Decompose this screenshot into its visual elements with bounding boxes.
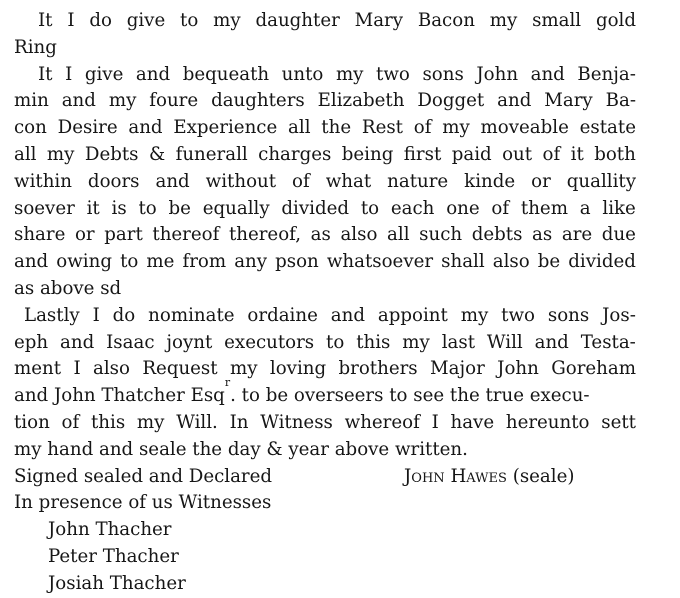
word: my xyxy=(335,63,364,85)
word: first xyxy=(403,143,442,165)
word: of xyxy=(491,197,510,219)
word: daughters xyxy=(211,90,305,112)
word: soever xyxy=(14,197,75,219)
word: as xyxy=(310,224,331,246)
word: estate xyxy=(579,117,636,139)
word: Major xyxy=(430,358,485,380)
word: charges xyxy=(258,143,332,165)
word: sett xyxy=(601,411,636,433)
word: daughter xyxy=(255,10,340,31)
word: Ba- xyxy=(605,90,636,112)
word: eph xyxy=(14,331,49,353)
text-line xyxy=(14,330,636,357)
word: be xyxy=(537,251,561,273)
word: out xyxy=(502,143,533,165)
word: without xyxy=(205,170,277,192)
word: bequeath xyxy=(182,63,270,85)
text-line xyxy=(14,142,636,169)
word: give xyxy=(84,63,124,85)
word: sons xyxy=(547,304,590,326)
word: equally xyxy=(202,197,270,219)
word: Desire xyxy=(57,117,118,139)
will-text xyxy=(14,8,636,598)
text-line xyxy=(14,222,636,249)
text-line: Ring xyxy=(14,36,57,58)
word: I xyxy=(67,10,75,31)
word: pson xyxy=(275,251,319,273)
word: nominate xyxy=(148,304,235,326)
word: gold xyxy=(595,10,636,31)
word: Request xyxy=(142,358,218,380)
word: Dogget xyxy=(417,90,485,112)
word: Isaac xyxy=(106,331,155,353)
word: and xyxy=(330,304,365,326)
word: small xyxy=(532,10,582,31)
word: due xyxy=(601,224,636,246)
word: share xyxy=(14,224,66,246)
word: all xyxy=(14,143,37,165)
word: like xyxy=(602,197,636,219)
word: or xyxy=(531,170,551,192)
text-line xyxy=(14,62,636,89)
word: and xyxy=(497,90,532,112)
word: It xyxy=(38,63,53,85)
word: a xyxy=(579,197,591,219)
word: me xyxy=(146,251,175,273)
word: debts xyxy=(471,224,523,246)
word: and xyxy=(534,331,569,353)
word: part xyxy=(104,224,143,246)
word: Experience xyxy=(173,117,278,139)
word: thereof xyxy=(152,224,220,246)
word: Witness xyxy=(260,411,333,433)
word: this xyxy=(356,331,391,353)
word: one xyxy=(446,197,480,219)
word: to xyxy=(120,251,139,273)
text-line-part: . to be overseers to see the true execu- xyxy=(230,385,590,407)
word: within xyxy=(14,170,72,192)
word: joynt xyxy=(166,331,213,353)
word: John xyxy=(497,358,539,380)
word: I xyxy=(92,304,100,326)
word: have xyxy=(450,411,495,433)
word: to xyxy=(326,331,345,353)
text-line xyxy=(14,410,636,437)
word: con xyxy=(14,117,47,139)
word: min xyxy=(14,90,49,112)
word: Mary xyxy=(544,90,593,112)
word: Jos- xyxy=(602,304,636,326)
word: all xyxy=(288,117,311,139)
word: and xyxy=(128,117,163,139)
word: unto xyxy=(281,63,324,85)
word: In xyxy=(229,411,249,433)
word: John xyxy=(476,63,519,85)
word: Bacon xyxy=(417,10,475,31)
word: of xyxy=(292,170,310,192)
word: also xyxy=(93,358,130,380)
word: what xyxy=(325,170,372,192)
word: two xyxy=(376,63,410,85)
word: kinde xyxy=(464,170,516,192)
text-line: my hand and seale the day & year above written. xyxy=(14,438,468,460)
word: divided xyxy=(281,197,350,219)
word: any xyxy=(234,251,268,273)
text-line-part: and John Thatcher Esq xyxy=(14,385,225,407)
word: executors xyxy=(224,331,315,353)
word: my xyxy=(229,358,258,380)
word: also xyxy=(340,224,378,246)
word: Elizabeth xyxy=(317,90,405,112)
word: Lastly xyxy=(24,304,80,326)
word: sons xyxy=(422,63,464,85)
word: and xyxy=(14,251,49,273)
text-line xyxy=(14,303,636,330)
word: doors xyxy=(87,170,140,192)
word: this xyxy=(90,411,126,433)
word: owing xyxy=(56,251,112,273)
word: to xyxy=(138,197,157,219)
word: to xyxy=(360,197,380,219)
word: give xyxy=(126,10,166,31)
word: two xyxy=(501,304,535,326)
text-line xyxy=(14,169,636,196)
word: Will xyxy=(486,331,523,353)
signature-line xyxy=(14,464,636,491)
word: I xyxy=(65,63,73,85)
testator-signature xyxy=(404,464,574,491)
word: is xyxy=(111,197,127,219)
word: I xyxy=(73,358,81,380)
word: the xyxy=(321,117,352,139)
word: them xyxy=(520,197,568,219)
word: funerall xyxy=(175,143,248,165)
word: both xyxy=(594,143,636,165)
signed-declared-label: Signed sealed and Declared xyxy=(14,465,273,487)
word: whatsoever xyxy=(326,251,434,273)
word: divided xyxy=(568,251,636,273)
word: my xyxy=(489,10,518,31)
word: Mary xyxy=(354,10,404,31)
word: my xyxy=(136,411,165,433)
word: Rest xyxy=(361,117,403,139)
word: and xyxy=(60,331,95,353)
word: ment xyxy=(14,358,62,380)
word: such xyxy=(419,224,463,246)
word: of xyxy=(61,411,80,433)
word: I xyxy=(431,411,439,433)
word: last xyxy=(441,331,476,353)
word: whereof xyxy=(344,411,420,433)
word: it xyxy=(570,143,584,165)
word: my xyxy=(108,90,137,112)
text-line: as above sd xyxy=(14,277,122,299)
text-line xyxy=(14,196,636,223)
word: it xyxy=(86,197,100,219)
word: do xyxy=(89,10,112,31)
word: Testa- xyxy=(580,331,636,353)
word: also xyxy=(492,251,530,273)
text-line xyxy=(14,376,636,410)
word: each xyxy=(390,197,435,219)
word: foure xyxy=(149,90,199,112)
word: my xyxy=(442,117,470,139)
word: are xyxy=(561,224,593,246)
word: of xyxy=(542,143,561,165)
word: loving xyxy=(269,358,327,380)
witness-heading: In presence of us Witnesses xyxy=(14,492,272,514)
witness-name: Peter Thacher xyxy=(48,545,179,567)
word: my xyxy=(402,331,430,353)
word: be xyxy=(168,197,191,219)
word: shall xyxy=(441,251,485,273)
word: or xyxy=(74,224,95,246)
word: moveable xyxy=(480,117,569,139)
word: to xyxy=(180,10,199,31)
superscript: r xyxy=(224,376,231,390)
text-line xyxy=(14,88,636,115)
word: quallity xyxy=(566,170,636,192)
word: Will. xyxy=(176,411,218,433)
text-line xyxy=(14,249,636,276)
word: from xyxy=(182,251,227,273)
word: my xyxy=(46,143,75,165)
word: and xyxy=(530,63,565,85)
word: brothers xyxy=(338,358,418,380)
text-line xyxy=(14,356,636,383)
word: tion xyxy=(14,411,50,433)
word: It xyxy=(38,10,53,31)
word: my xyxy=(460,304,489,326)
word: and xyxy=(61,90,96,112)
word: thereof, xyxy=(228,224,302,246)
word: ordaine xyxy=(247,304,318,326)
word: do xyxy=(112,304,136,326)
witness-name: John Thacher xyxy=(48,519,172,541)
word: being xyxy=(341,143,394,165)
text-line xyxy=(14,115,636,142)
word: of xyxy=(413,117,432,139)
word: my xyxy=(213,10,241,31)
word: paid xyxy=(451,143,492,165)
testator-name: John Hawes xyxy=(404,465,507,487)
seal-label: (seale) xyxy=(512,465,575,487)
word: nature xyxy=(387,170,449,192)
word: and xyxy=(155,170,190,192)
word: Goreham xyxy=(551,358,636,380)
text-line xyxy=(14,8,636,35)
word: & xyxy=(148,143,166,165)
word: and xyxy=(135,63,171,85)
word: Benja- xyxy=(577,63,636,85)
witness-name: Josiah Thacher xyxy=(48,572,186,594)
word: appoint xyxy=(377,304,448,326)
word: as xyxy=(532,224,553,246)
word: Debts xyxy=(84,143,139,165)
word: hereunto xyxy=(505,411,590,433)
word: all xyxy=(387,224,410,246)
